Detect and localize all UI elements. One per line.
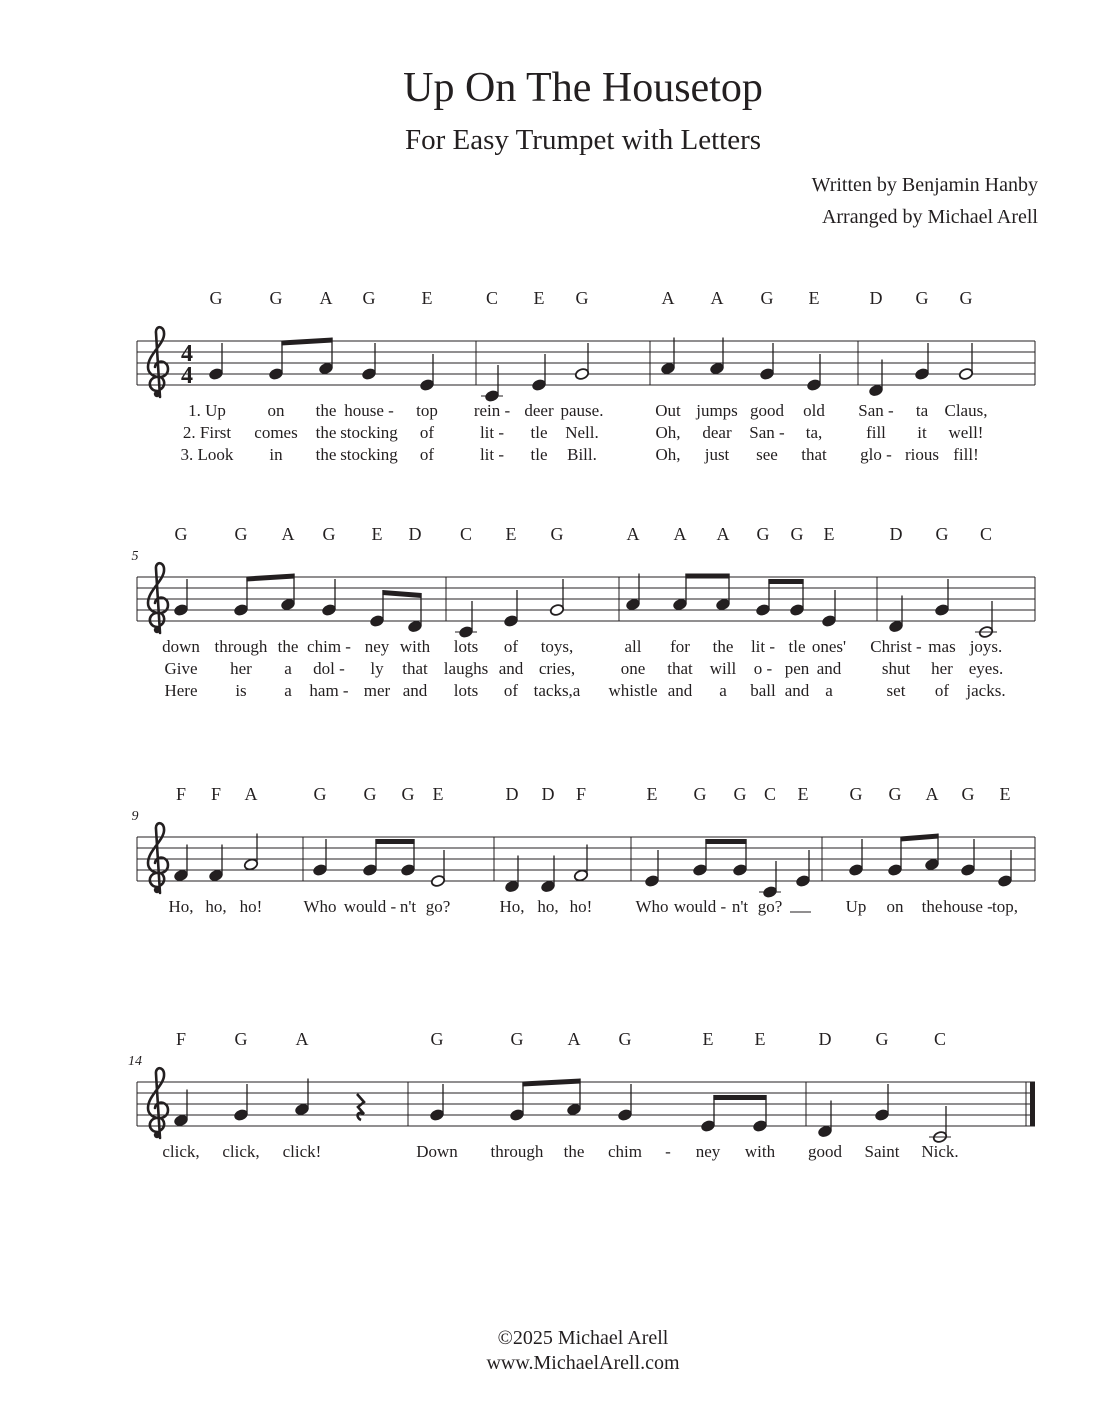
note-head xyxy=(208,869,223,882)
note-letter: G xyxy=(401,784,415,804)
note-head xyxy=(660,362,675,375)
note-head xyxy=(429,1108,444,1121)
lyric-syllable: go? xyxy=(425,897,451,916)
note-letter: G xyxy=(209,288,223,308)
note-head xyxy=(233,603,248,616)
lyric-syllable: in xyxy=(269,445,283,464)
note-head xyxy=(709,362,724,375)
lyric-syllable: go? xyxy=(757,897,783,916)
lyric-syllable: and xyxy=(784,681,810,700)
lyric-syllable: on xyxy=(886,897,904,916)
lyric-syllable: of xyxy=(419,445,435,464)
note-letter: G xyxy=(756,524,770,544)
note-letter: G xyxy=(935,524,949,544)
lyric-syllable: lots xyxy=(453,681,479,700)
lyric-syllable: Who xyxy=(635,897,669,916)
note-letter: D xyxy=(889,524,903,544)
note-head xyxy=(868,384,883,397)
lyric-syllable: chim xyxy=(608,1142,642,1161)
lyric-syllable: down xyxy=(162,637,200,656)
note-letter: D xyxy=(505,784,519,804)
note-letter: A xyxy=(567,1029,581,1049)
note-head xyxy=(887,863,902,876)
note-letter: G xyxy=(313,784,327,804)
note-head xyxy=(817,1125,832,1138)
note-head xyxy=(294,1103,309,1116)
lyric-syllable: tle xyxy=(530,423,548,442)
lyric-syllable: pause. xyxy=(560,401,604,420)
final-bar-thick xyxy=(1030,1082,1035,1126)
lyric-syllable: good xyxy=(750,401,784,420)
lyric-syllable: laughs xyxy=(443,659,489,678)
note-letter: E xyxy=(808,288,820,308)
lyric-syllable: 2. First xyxy=(182,423,232,442)
lyric-syllable: tacks,a xyxy=(533,681,581,700)
lyric-syllable: lit - xyxy=(479,423,505,442)
note-head xyxy=(644,874,659,887)
note-head xyxy=(997,874,1012,887)
lyric-syllable: would - xyxy=(343,897,397,916)
lyric-syllable: the xyxy=(315,445,337,464)
lyric-syllable: with xyxy=(399,637,431,656)
note-letter: G xyxy=(959,288,973,308)
lyric-syllable: jumps xyxy=(696,401,738,420)
note-letter: F xyxy=(575,784,587,804)
lyric-syllable: Give xyxy=(164,659,198,678)
note-letter: E xyxy=(999,784,1011,804)
note-letter: C xyxy=(459,524,473,544)
lyric-syllable: with xyxy=(744,1142,776,1161)
lyric-syllable: Bill. xyxy=(567,445,597,464)
lyric-syllable: stocking xyxy=(340,423,398,442)
note-head xyxy=(503,614,518,627)
lyric-syllable: ones' xyxy=(811,637,847,656)
lyric-syllable: a xyxy=(719,681,727,700)
note-letter: D xyxy=(541,784,555,804)
lyric-syllable: good xyxy=(808,1142,842,1161)
lyric-syllable: ney xyxy=(364,637,390,656)
lyric-syllable: old xyxy=(803,401,825,420)
lyric-syllable: jacks. xyxy=(966,681,1006,700)
lyric-syllable: Saint xyxy=(864,1142,900,1161)
lyric-syllable: ta, xyxy=(805,423,823,442)
note-head xyxy=(233,1108,248,1121)
note-letter: A xyxy=(281,524,295,544)
note-letter: G xyxy=(790,524,804,544)
lyric-syllable: San - xyxy=(749,423,785,442)
treble-clef-icon xyxy=(148,563,168,633)
lyric-syllable: on xyxy=(267,401,285,420)
eighth-beam xyxy=(685,574,729,579)
note-head xyxy=(732,863,747,876)
lyric-syllable: click, xyxy=(162,1142,200,1161)
lyric-syllable: dear xyxy=(702,423,732,442)
note-letter: G xyxy=(915,288,929,308)
note-letter: D xyxy=(869,288,883,308)
page-title: Up On The Housetop xyxy=(403,65,763,111)
lyric-syllable: deer xyxy=(524,401,554,420)
treble-clef-stroke xyxy=(148,327,168,397)
eighth-beam xyxy=(900,834,938,842)
measure-number: 9 xyxy=(131,809,139,824)
lyric-syllable: the xyxy=(921,897,943,916)
lyric-syllable: stocking xyxy=(340,445,398,464)
note-letter: G xyxy=(362,288,376,308)
half-note-head xyxy=(574,367,589,380)
lyric-syllable: ho! xyxy=(569,897,593,916)
note-head xyxy=(924,858,939,871)
note-head xyxy=(321,603,336,616)
lyric-syllable: ho! xyxy=(239,897,263,916)
note-head xyxy=(715,598,730,611)
lyric-syllable: Oh, xyxy=(655,445,681,464)
lyric-syllable: click, xyxy=(222,1142,260,1161)
half-note-head xyxy=(958,367,973,380)
note-head xyxy=(672,598,687,611)
lyric-syllable: Who xyxy=(303,897,337,916)
half-note-head xyxy=(573,869,588,882)
note-head xyxy=(369,614,384,627)
measure-number: 14 xyxy=(128,1054,142,1069)
lyric-syllable: that xyxy=(801,445,827,464)
note-letter: C xyxy=(933,1029,947,1049)
half-note-head xyxy=(549,603,564,616)
note-letter: A xyxy=(925,784,939,804)
lyric-syllable: ham - xyxy=(309,681,349,700)
time-signature-top: 4 xyxy=(181,341,193,367)
lyric-syllable: and xyxy=(667,681,693,700)
note-letter: G xyxy=(888,784,902,804)
eighth-beam xyxy=(713,1095,766,1100)
lyric-syllable: lit - xyxy=(479,445,505,464)
note-letter: G xyxy=(760,288,774,308)
lyric-syllable: the xyxy=(315,401,337,420)
note-letter: A xyxy=(710,288,724,308)
note-letter: C xyxy=(485,288,499,308)
lyric-syllable: see xyxy=(756,445,778,464)
note-head xyxy=(268,367,283,380)
note-letter: A xyxy=(626,524,640,544)
lyric-syllable: Nick. xyxy=(921,1142,959,1161)
lyric-syllable: the xyxy=(712,637,734,656)
lyric-syllable: Out xyxy=(655,401,681,420)
note-letter: E xyxy=(754,1029,766,1049)
lyric-syllable: one xyxy=(620,659,646,678)
note-letter: G xyxy=(618,1029,632,1049)
lyric-syllable: joys. xyxy=(969,637,1003,656)
note-letter: A xyxy=(673,524,687,544)
lyric-syllable: a xyxy=(284,659,292,678)
note-letter: D xyxy=(818,1029,832,1049)
lyric-syllable: n't xyxy=(399,897,417,916)
note-head xyxy=(312,863,327,876)
note-head xyxy=(173,1114,188,1127)
lyric-syllable: house - xyxy=(344,401,394,420)
note-letter: G xyxy=(875,1029,889,1049)
lyric-syllable: would - xyxy=(673,897,727,916)
lyric-syllable: lit - xyxy=(750,637,776,656)
note-head xyxy=(795,874,810,887)
lyric-syllable: Here xyxy=(164,681,198,700)
lyric-syllable: tle xyxy=(788,637,806,656)
treble-clef-tail xyxy=(154,627,160,633)
note-head xyxy=(888,620,903,633)
lyric-syllable: cries, xyxy=(538,659,576,678)
note-head xyxy=(755,603,770,616)
eighth-beam xyxy=(375,839,414,844)
note-head xyxy=(419,378,434,391)
treble-clef-tail xyxy=(154,887,160,893)
eighth-beam xyxy=(382,590,421,598)
note-letter: E xyxy=(533,288,545,308)
lyric-syllable: Ho, xyxy=(168,897,194,916)
note-letter: F xyxy=(175,1029,187,1049)
lyric-syllable: click! xyxy=(282,1142,322,1161)
note-head xyxy=(566,1103,581,1116)
lyric-syllable: house - xyxy=(943,897,993,916)
lyric-syllable: Christ - xyxy=(870,637,922,656)
note-head xyxy=(759,367,774,380)
lyric-syllable: glo - xyxy=(860,445,892,464)
lyric-syllable: San - xyxy=(858,401,894,420)
lyric-syllable: mas xyxy=(928,637,956,656)
lyric-syllable: Down xyxy=(416,1142,458,1161)
note-head xyxy=(752,1119,767,1132)
lyric-syllable: n't xyxy=(731,897,749,916)
note-letter: G xyxy=(269,288,283,308)
lyric-syllable: through xyxy=(490,1142,544,1161)
lyric-syllable: ball xyxy=(750,681,776,700)
copyright-notice: ©2025 Michael Arell xyxy=(497,1327,669,1349)
lyric-syllable: pen xyxy=(784,659,810,678)
lyric-syllable: for xyxy=(670,637,690,656)
lyric-syllable: that xyxy=(402,659,428,678)
note-head xyxy=(509,1108,524,1121)
lyric-syllable: of xyxy=(503,681,519,700)
note-head xyxy=(625,598,640,611)
lyric-syllable: 3. Look xyxy=(180,445,234,464)
lyric-syllable: all xyxy=(624,637,642,656)
eighth-beam xyxy=(281,338,332,346)
treble-clef-tail xyxy=(154,391,160,397)
lyric-syllable: rious xyxy=(905,445,939,464)
note-letter: D xyxy=(408,524,422,544)
lyric-syllable: and xyxy=(402,681,428,700)
lyric-syllable: - xyxy=(665,1142,671,1161)
note-letter: E xyxy=(505,524,517,544)
note-letter: G xyxy=(322,524,336,544)
note-letter: E xyxy=(421,288,433,308)
note-letter: G xyxy=(174,524,188,544)
note-head xyxy=(504,880,519,893)
eighth-beam xyxy=(522,1079,580,1087)
note-head xyxy=(173,603,188,616)
note-head xyxy=(531,378,546,391)
lyric-syllable: ho, xyxy=(205,897,227,916)
note-head xyxy=(540,880,555,893)
note-head xyxy=(821,614,836,627)
note-head xyxy=(806,378,821,391)
note-head xyxy=(318,362,333,375)
treble-clef-stroke xyxy=(148,823,168,893)
treble-clef-icon xyxy=(148,823,168,893)
lyric-syllable: her xyxy=(230,659,252,678)
lyric-syllable: of xyxy=(419,423,435,442)
page-subtitle: For Easy Trumpet with Letters xyxy=(404,124,762,156)
note-head xyxy=(361,367,376,380)
note-head xyxy=(789,603,804,616)
lyric-syllable: dol - xyxy=(313,659,345,678)
lyric-syllable: rein - xyxy=(473,401,511,420)
lyric-syllable: just xyxy=(704,445,730,464)
treble-clef-stroke xyxy=(148,1068,168,1138)
note-letter: A xyxy=(319,288,333,308)
treble-clef-icon xyxy=(148,1068,168,1138)
lyric-syllable: top, xyxy=(992,897,1018,916)
lyric-syllable: ta xyxy=(915,401,929,420)
time-signature-bottom: 4 xyxy=(181,363,193,389)
note-head xyxy=(407,620,422,633)
lyric-syllable: ly xyxy=(370,659,384,678)
lyric-syllable: whistle xyxy=(608,681,658,700)
note-head xyxy=(362,863,377,876)
note-head xyxy=(914,367,929,380)
lyric-syllable: eyes. xyxy=(968,659,1004,678)
lyric-syllable: the xyxy=(563,1142,585,1161)
lyric-syllable: fill xyxy=(866,423,886,442)
lyric-syllable: through xyxy=(214,637,268,656)
lyric-syllable: o - xyxy=(753,659,773,678)
note-letter: A xyxy=(716,524,730,544)
note-head xyxy=(960,863,975,876)
note-head xyxy=(400,863,415,876)
note-letter: G xyxy=(849,784,863,804)
note-head xyxy=(617,1108,632,1121)
lyric-syllable: Ho, xyxy=(499,897,525,916)
lyric-syllable: the xyxy=(315,423,337,442)
arranger-credit: Arranged by Michael Arell xyxy=(821,206,1038,228)
lyric-syllable: Oh, xyxy=(655,423,681,442)
note-letter: G xyxy=(363,784,377,804)
half-note-head xyxy=(243,858,258,871)
note-letter: E xyxy=(432,784,444,804)
treble-clef-tail xyxy=(154,1132,160,1138)
note-head xyxy=(692,863,707,876)
lyric-syllable: well! xyxy=(948,423,984,442)
treble-clef-icon xyxy=(148,327,168,397)
note-letter: G xyxy=(510,1029,524,1049)
lyric-syllable: 1. Up xyxy=(188,401,226,420)
composer-credit: Written by Benjamin Hanby xyxy=(811,174,1038,196)
note-letter: F xyxy=(175,784,187,804)
lyric-syllable: chim - xyxy=(307,637,351,656)
lyric-syllable: shut xyxy=(881,659,911,678)
lyric-syllable: of xyxy=(503,637,519,656)
lyric-syllable: is xyxy=(235,681,247,700)
note-letter: C xyxy=(763,784,777,804)
note-letter: C xyxy=(979,524,993,544)
note-head xyxy=(208,367,223,380)
lyric-syllable: ho, xyxy=(537,897,559,916)
lyric-syllable: of xyxy=(934,681,950,700)
lyric-syllable: mer xyxy=(363,681,391,700)
lyric-syllable: set xyxy=(886,681,906,700)
lyric-syllable: lots xyxy=(453,637,479,656)
note-letter: G xyxy=(430,1029,444,1049)
lyric-syllable: and xyxy=(498,659,524,678)
lyric-syllable: ney xyxy=(695,1142,721,1161)
website-link: www.MichaelArell.com xyxy=(486,1352,680,1374)
eighth-beam xyxy=(246,574,294,582)
measure-number: 5 xyxy=(131,549,139,564)
lyric-syllable: Up xyxy=(845,897,867,916)
note-letter: G xyxy=(234,524,248,544)
note-letter: E xyxy=(823,524,835,544)
note-letter: E xyxy=(702,1029,714,1049)
lyric-syllable: tle xyxy=(530,445,548,464)
note-letter: E xyxy=(371,524,383,544)
note-head xyxy=(848,863,863,876)
note-head xyxy=(700,1119,715,1132)
note-letter: A xyxy=(295,1029,309,1049)
eighth-beam xyxy=(705,839,746,844)
lyric-syllable: the xyxy=(277,637,299,656)
note-letter: F xyxy=(210,784,222,804)
note-letter: G xyxy=(234,1029,248,1049)
eighth-beam xyxy=(768,579,803,584)
lyric-syllable: comes xyxy=(254,423,298,442)
lyric-syllable: will xyxy=(709,659,737,678)
lyric-syllable: that xyxy=(667,659,693,678)
lyric-syllable: it xyxy=(917,423,927,442)
note-head xyxy=(874,1108,889,1121)
note-letter: G xyxy=(575,288,589,308)
half-note-head xyxy=(430,874,445,887)
note-letter: E xyxy=(797,784,809,804)
note-letter: A xyxy=(661,288,675,308)
quarter-rest-icon xyxy=(357,1094,364,1120)
lyric-syllable: toys, xyxy=(540,637,574,656)
lyric-syllable: Claus, xyxy=(944,401,988,420)
lyric-syllable: top xyxy=(416,401,438,420)
lyric-syllable: and xyxy=(816,659,842,678)
lyric-syllable: a xyxy=(284,681,292,700)
note-head xyxy=(280,598,295,611)
note-letter: G xyxy=(733,784,747,804)
lyric-syllable: fill! xyxy=(953,445,979,464)
lyric-syllable: a xyxy=(825,681,833,700)
note-letter: A xyxy=(244,784,258,804)
note-letter: G xyxy=(961,784,975,804)
treble-clef-stroke xyxy=(148,563,168,633)
note-head xyxy=(173,869,188,882)
lyric-syllable: her xyxy=(931,659,953,678)
note-letter: G xyxy=(693,784,707,804)
note-letter: G xyxy=(550,524,564,544)
lyric-syllable: Nell. xyxy=(565,423,599,442)
note-head xyxy=(934,603,949,616)
note-letter: E xyxy=(646,784,658,804)
